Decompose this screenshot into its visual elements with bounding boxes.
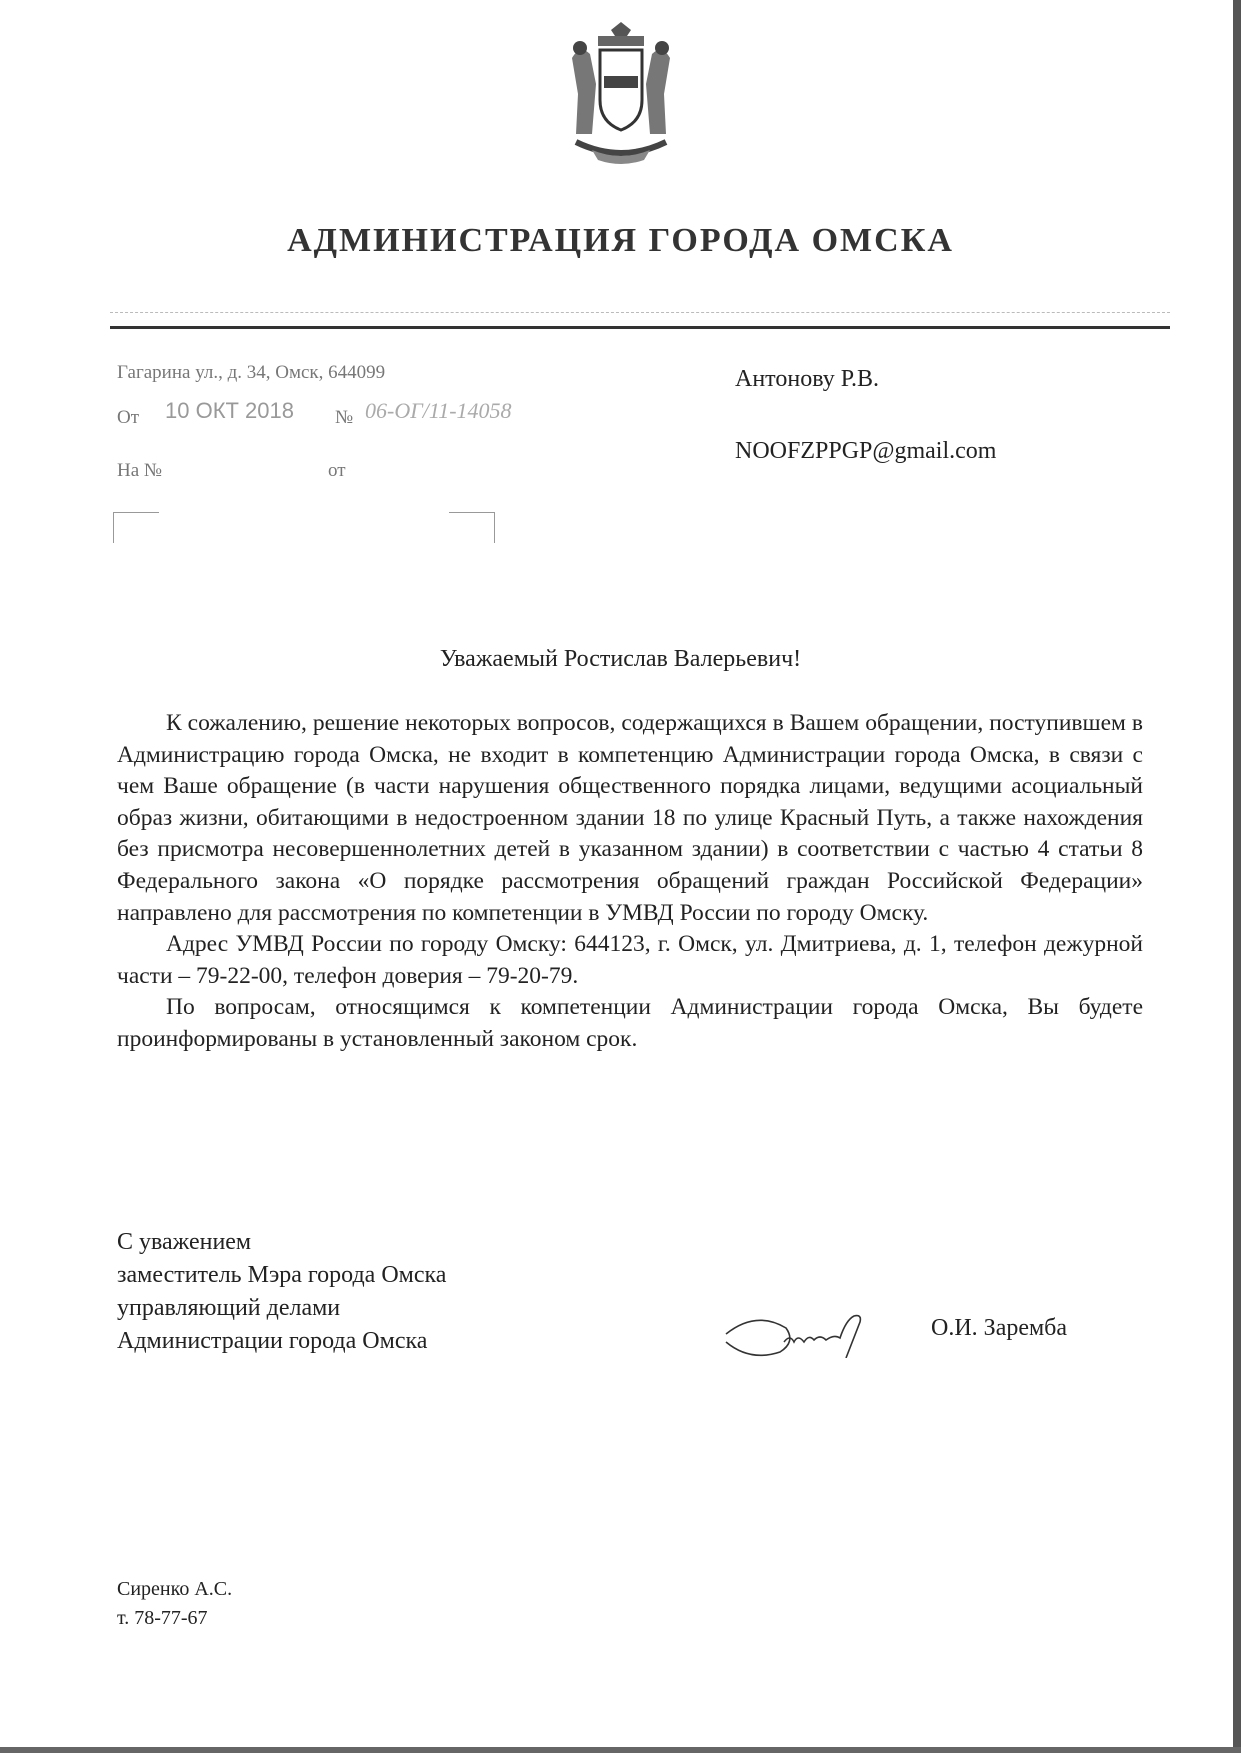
address-corner-mark xyxy=(113,512,159,543)
closing-line: С уважением xyxy=(117,1229,252,1255)
number-label: № xyxy=(335,407,354,428)
header-divider xyxy=(110,312,1170,313)
coat-of-arms-icon xyxy=(562,18,680,168)
reply-to-label: На № xyxy=(117,460,163,481)
body-paragraph: К сожалению, решение некоторых вопросов, содержащихся в Вашем обращении, поступившем в Администрацию города Омска, не входит в компетенцию Администрации города Омска, в связи с чем Ваше обращение (в части нарушения общественного порядка лицами, ведущими асоциальный образ жизни, обитающими в недостроенном здании 18 по улице Красный Путь, а также нахождения без присмотра несовершеннолетних детей в указанном здании) в соответствии с частью 4 статьи 8 Федерального закона «О порядке рассмотрения обращений граждан Российской Федерации» направлено для рассмотрения по компетенции в УМВД России по городу Омску. xyxy=(117,710,1143,926)
sender-address: Гагарина ул., д. 34, Омск, 644099 xyxy=(117,362,386,383)
header-divider xyxy=(110,326,1170,329)
recipient-email: NOOFZPPGP@gmail.com xyxy=(735,438,997,464)
body-paragraph: Адрес УМВД России по городу Омску: 644123, г. Омск, ул. Дмитриева, д. 1, телефон дежурной части – 79-22-00, телефон доверия – 79-20-79. xyxy=(117,931,1143,989)
outgoing-number: 06-ОГ/11-14058 xyxy=(365,398,512,423)
reply-date-label: от xyxy=(328,460,346,481)
executor-phone: т. 78-77-67 xyxy=(117,1607,208,1629)
scan-edge xyxy=(1233,0,1241,1753)
outgoing-date-stamp: 10 ОКТ 2018 xyxy=(165,398,295,423)
closing-block xyxy=(117,1226,446,1358)
signer-position: заместитель Мэра города Омска xyxy=(117,1262,447,1288)
executor-name: Сиренко А.С. xyxy=(117,1578,233,1600)
greeting: Уважаемый Ростислав Валерьевич! xyxy=(439,646,802,672)
organization-title: АДМИНИСТРАЦИЯ ГОРОДА ОМСКА xyxy=(287,222,954,259)
scan-edge xyxy=(0,1747,1241,1753)
recipient-name: Антонову Р.В. xyxy=(735,366,880,392)
handwritten-signature xyxy=(722,1312,912,1358)
address-corner-mark xyxy=(449,512,495,543)
from-label: От xyxy=(117,407,140,428)
body-paragraph: По вопросам, относящимся к компетенции Администрации города Омска, Вы будете проинформированы в установленный законом срок. xyxy=(117,994,1143,1052)
signer-position: управляющий делами xyxy=(117,1295,341,1321)
signer-position: Администрации города Омска xyxy=(117,1328,428,1354)
signer-name: О.И. Заремба xyxy=(931,1315,1068,1341)
executor-info xyxy=(117,1575,232,1633)
letter-body xyxy=(117,708,1143,1056)
